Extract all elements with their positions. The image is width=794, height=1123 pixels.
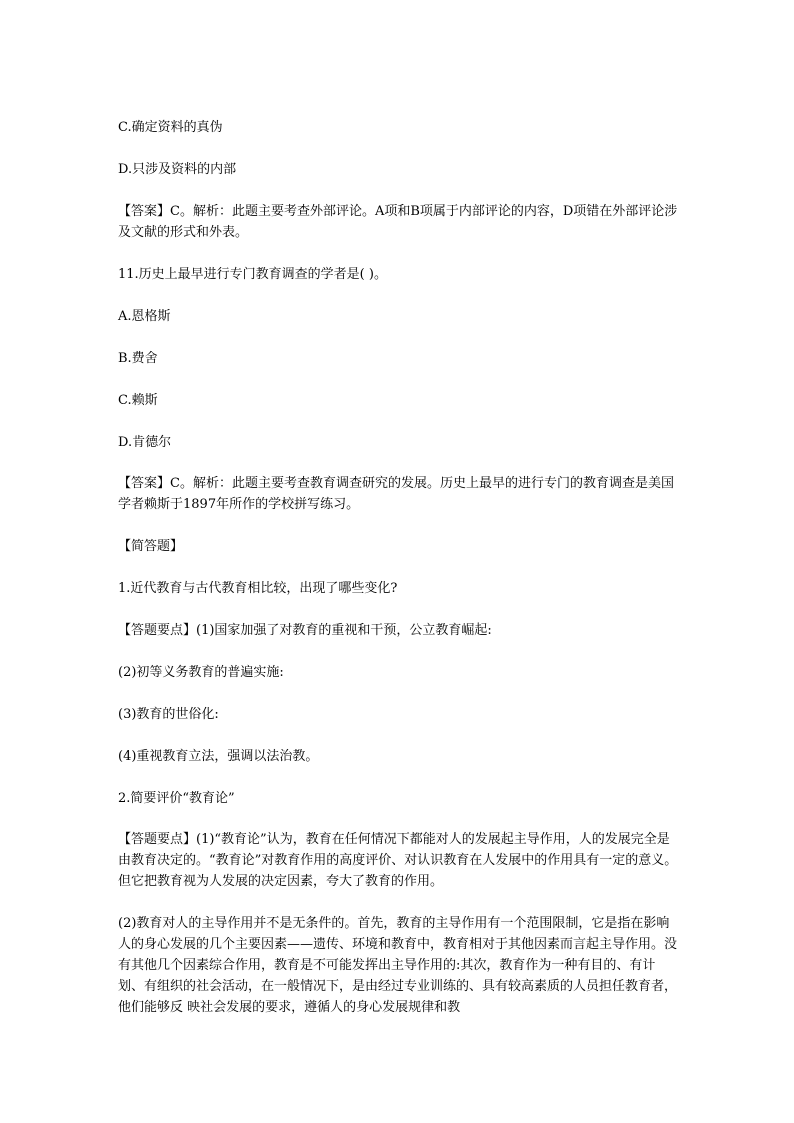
- option-b-fisher: B.费舍: [118, 351, 158, 366]
- answer-point-1-2: (2)初等义务教育的普遍实施:: [118, 665, 284, 680]
- short-answer-question-2: 2.简要评价“教育论”: [118, 791, 235, 806]
- answer-point-1-4: (4)重视教育立法，强调以法治教。: [118, 749, 319, 764]
- answer-point-1-1: 【答题要点】(1)国家加强了对教育的重视和干预，公立教育崛起:: [118, 623, 492, 638]
- section-heading-short-answer: 【简答题】: [118, 539, 184, 554]
- answer-explanation-10: 【答案】C。解析：此题主要考查外部评论。A项和B项属于内部评论的内容，D项错在外部评论涉及文献的形式和外表。: [118, 204, 678, 240]
- option-d-kendall: D.肯德尔: [118, 435, 172, 450]
- answer-point-2-1: 【答题要点】(1)“教育论”认为，教育在任何情况下都能对人的发展起主导作用，人的发展完全是由教育决定的。“教育论”对教育作用的高度评价、对认识教育在人发展中的作用具有一定的意义。但它把教育视为人发展的决定因素，夸大了教育的作用。: [118, 832, 678, 889]
- option-c-rice: C.赖斯: [118, 393, 158, 408]
- short-answer-question-1: 1.近代教育与古代教育相比较，出现了哪些变化?: [118, 581, 398, 596]
- option-a-engels: A.恩格斯: [118, 309, 171, 324]
- question-11: 11.历史上最早进行专门教育调查的学者是( )。: [118, 267, 387, 282]
- answer-explanation-11: 【答案】C。解析：此题主要考查教育调查研究的发展。历史上最早的进行专门的教育调查是美国学者赖斯于1897年所作的学校拼写练习。: [118, 476, 674, 512]
- answer-point-1-3: (3)教育的世俗化:: [118, 707, 219, 722]
- option-d-internal: D.只涉及资料的内部: [118, 162, 237, 177]
- option-c-authenticity: C.确定资料的真伪: [118, 120, 223, 135]
- answer-point-2-2: (2)教育对人的主导作用并不是无条件的。首先，教育的主导作用有一个范围限制，它是指在影响人的身心发展的几个主要因素——遗传、环境和教育中，教育相对于其他因素而言起主导作用。没有其他几个因素综合作用，教育是不可能发挥出主导作用的:其次，教育作为一种有目的、有计划、有组织的社会活动，在一般情况下，是由经过专业训练的、具有较高素质的人员担任教育者，他们能够反 映社会发展的要求，遵循人的身心发展规律和教: [118, 916, 678, 1015]
